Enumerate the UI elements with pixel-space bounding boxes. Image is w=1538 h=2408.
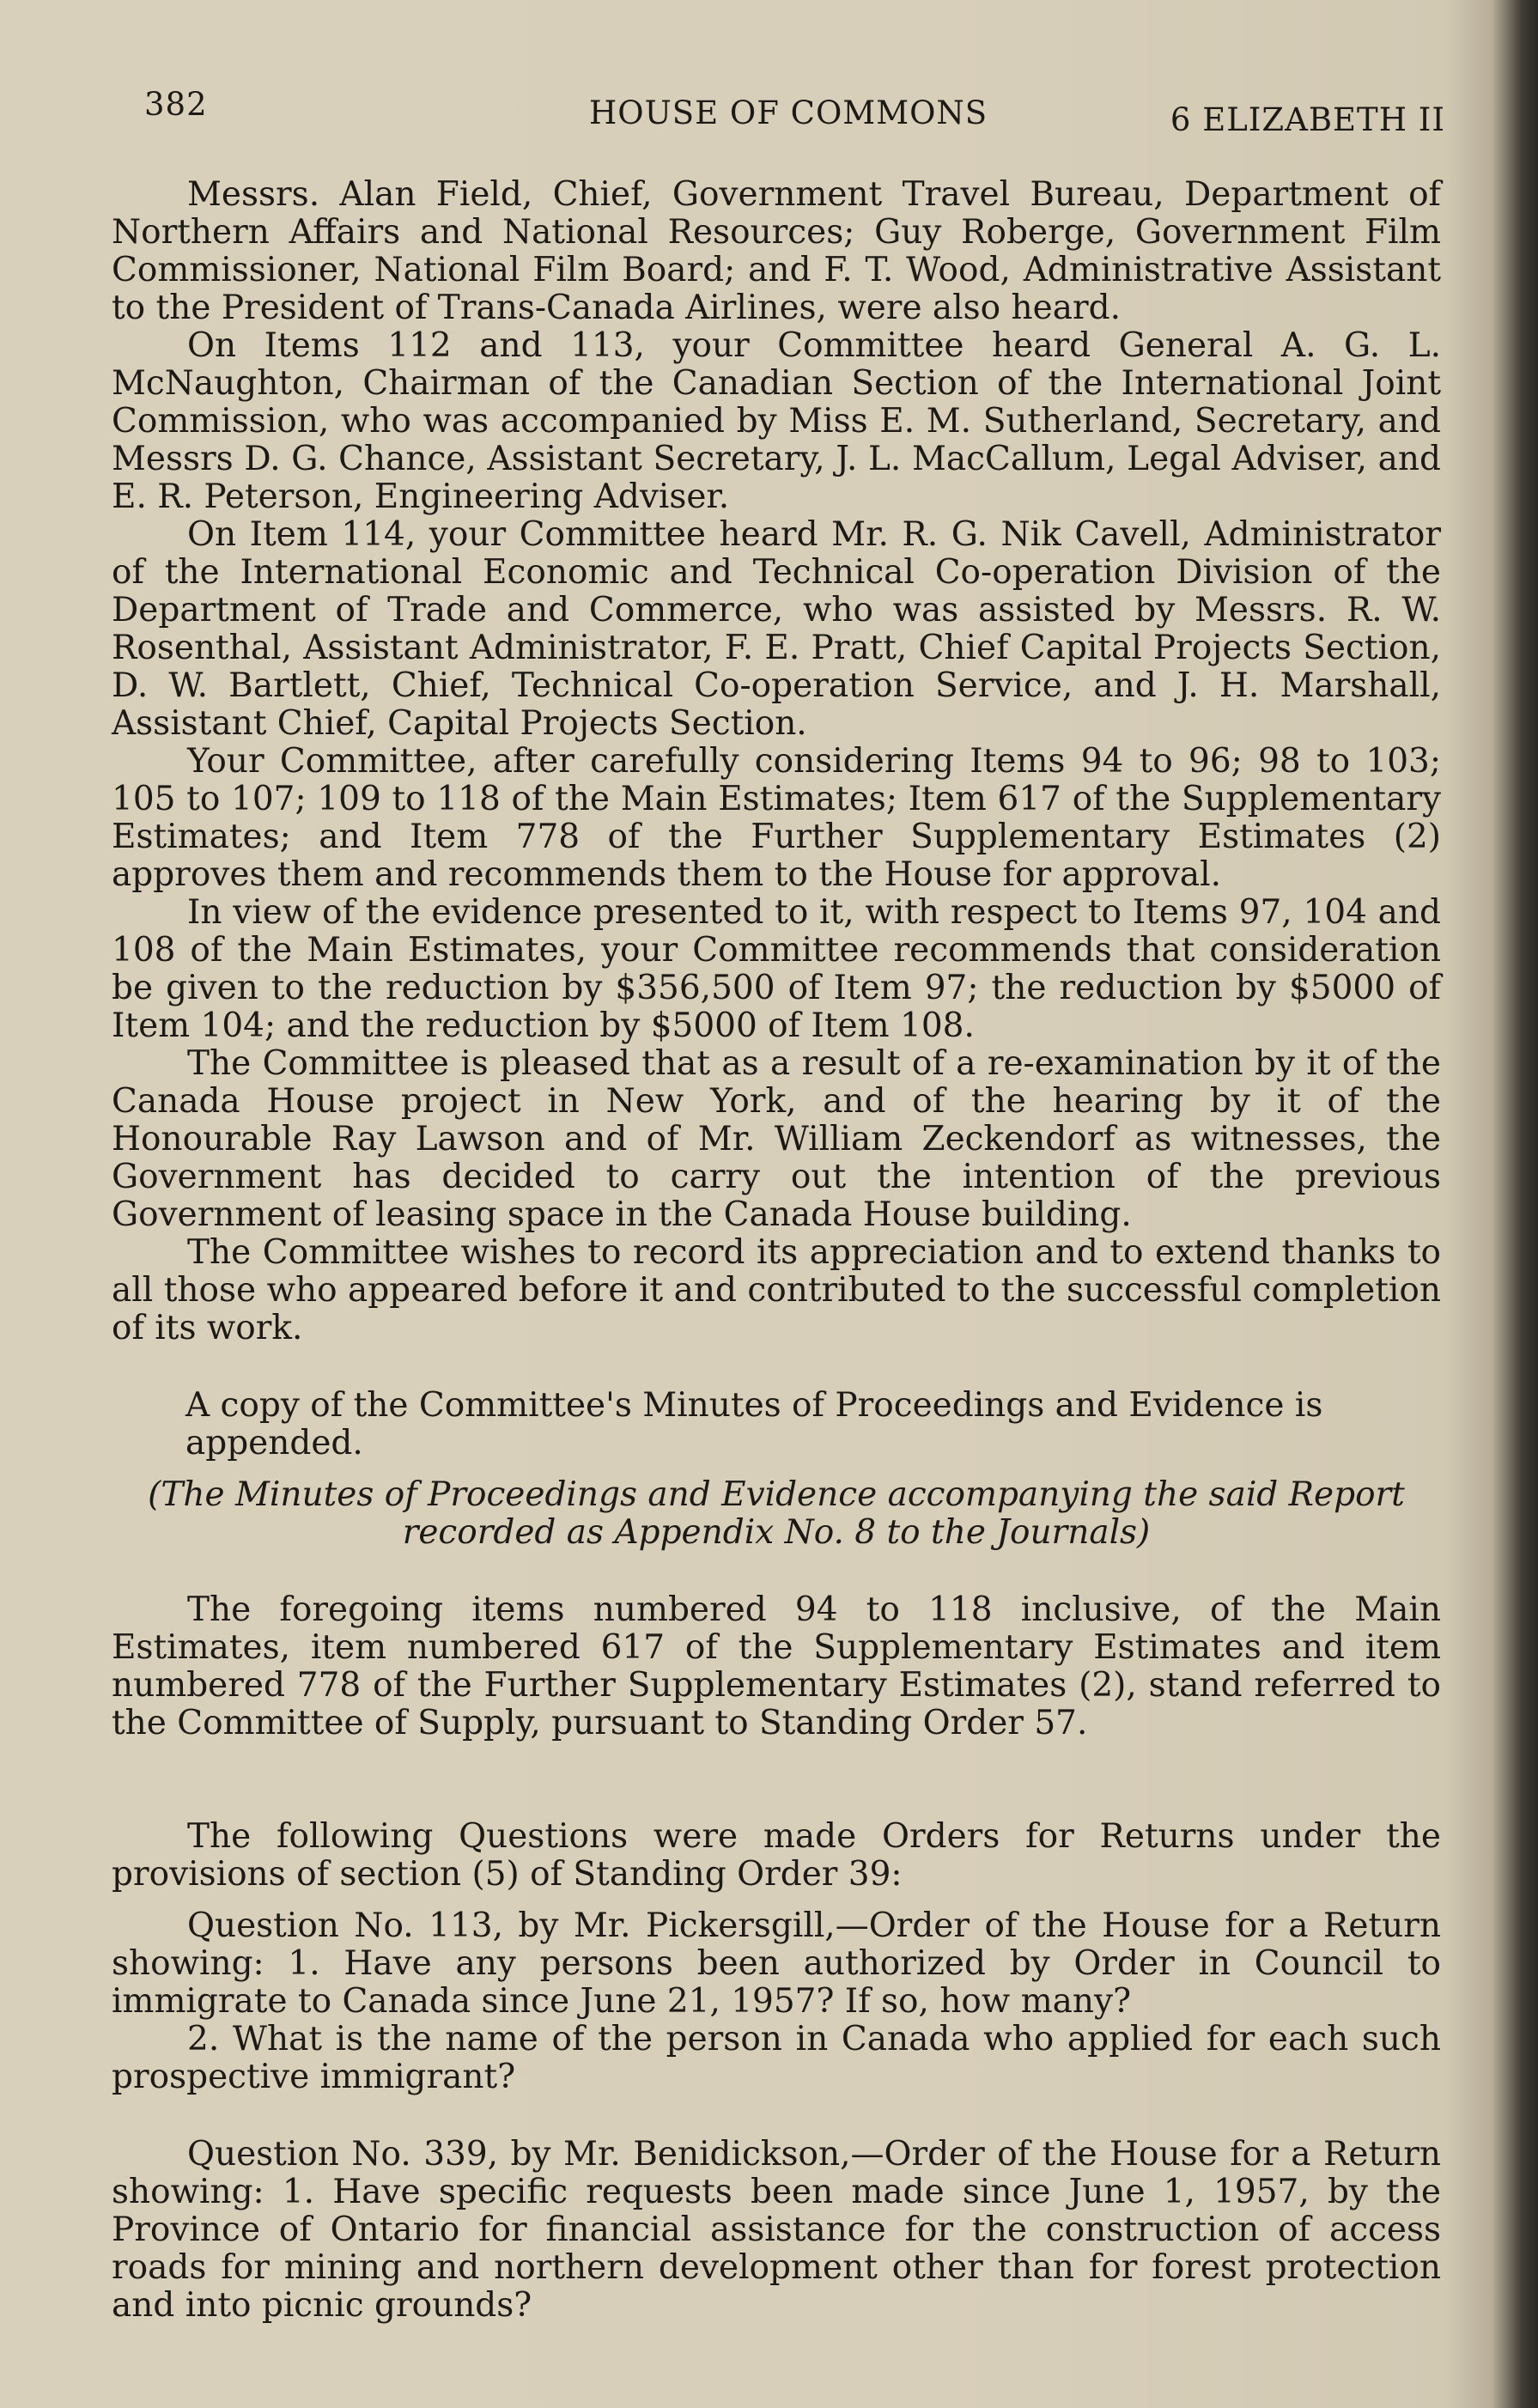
appended-notice: A copy of the Committee's Minutes of Proceedings and Evidence is appended.: [185, 1386, 1323, 1462]
question-113-part-2: 2. What is the name of the person in Canada who applied for each such prospective immigrant?: [112, 2020, 1441, 2096]
paragraph-witnesses: Messrs. Alan Field, Chief, Government Travel Bureau, Department of Northern Affairs and National Resources; Guy Roberge, Government Film Commissioner, National Film Board; and F. T. Wood, Administrative Assistant to the President of Trans-Canada Airlines, were also heard.: [112, 175, 1441, 327]
paragraph-reductions: In view of the evidence presented to it, with respect to Items 97, 104 and 108 of the Main Estimates, your Committee recommends that consideration be given to the reduction by $356,500 of Item 97; the reduction by $5000 of Item 104; and the reduction by $5000 of Item 108.: [112, 893, 1441, 1045]
paragraph-foregoing: The foregoing items numbered 94 to 118 inclusive, of the Main Estimates, item numbered 617 of the Supplementary Estimates and item numbered 778 of the Further Supplementary Estimates (2), stand referred to the Committee of Supply, pursuant to Standing Order 57.: [112, 1590, 1441, 1742]
question-339: Question No. 339, by Mr. Benidickson,—Order of the House for a Return showing: 1. Have specific requests been made since June 1, 1957, by the Province of Ontario for financial assistance for the construction of access roads for mining and northern development other than for forest protection and into picnic grounds?: [112, 2135, 1441, 2325]
reign-label: 6 ELIZABETH II: [1170, 101, 1445, 138]
page-number: 382: [144, 86, 208, 123]
paragraph-items-112-113: On Items 112 and 113, your Committee heard General A. G. L. McNaughton, Chairman of the Canadian Section of the International Joint Commission, who was accompanied by Miss E. M. Sutherland, Secretary, and Messrs D. G. Chance, Assistant Secretary, J. L. MacCallum, Legal Adviser, and E. R. Peterson, Engineering Adviser.: [112, 326, 1441, 516]
document-body: [112, 176, 1441, 2325]
page-header: [144, 86, 1445, 137]
paragraph-appreciation: The Committee wishes to record its appreciation and to extend thanks to all those who appeared before it and contributed to the successful completion of its work.: [112, 1233, 1441, 1347]
appendix-note: (The Minutes of Proceedings and Evidence accompanying the said Report recorded as Appendix No. 8 to the Journals): [148, 1475, 1405, 1552]
question-113: Question No. 113, by Mr. Pickersgill,—Order of the House for a Return showing: 1. Have any persons been authorized by Order in Council to immigrate to Canada since June 21, 1957? If so, how many?: [112, 1906, 1441, 2021]
running-title: HOUSE OF COMMONS: [589, 94, 988, 131]
questions-intro: The following Questions were made Orders for Returns under the provisions of section (5) of Standing Order 39:: [112, 1817, 1441, 1894]
paragraph-item-114: On Item 114, your Committee heard Mr. R. G. Nik Cavell, Administrator of the International Economic and Technical Co-operation Division of the Department of Trade and Commerce, who was assisted by Messrs. R. W. Rosenthal, Assistant Administrator, F. E. Pratt, Chief Capital Projects Section, D. W. Bartlett, Chief, Technical Co-operation Service, and J. H. Marshall, Assistant Chief, Capital Projects Section.: [112, 515, 1441, 743]
paragraph-approval: Your Committee, after carefully considering Items 94 to 96; 98 to 103; 105 to 107; 109 to 118 of the Main Estimates; Item 617 of the Supplementary Estimates; and Item 778 of the Further Supplementary Estimates (2) approves them and recommends them to the House for approval.: [112, 742, 1441, 894]
paragraph-canada-house: The Committee is pleased that as a result of a re-examination by it of the Canada House project in New York, and of the hearing by it of the Honourable Ray Lawson and of Mr. William Zeckendorf as witnesses, the Government has decided to carry out the intention of the previous Government of leasing space in the Canada House building.: [112, 1044, 1441, 1234]
